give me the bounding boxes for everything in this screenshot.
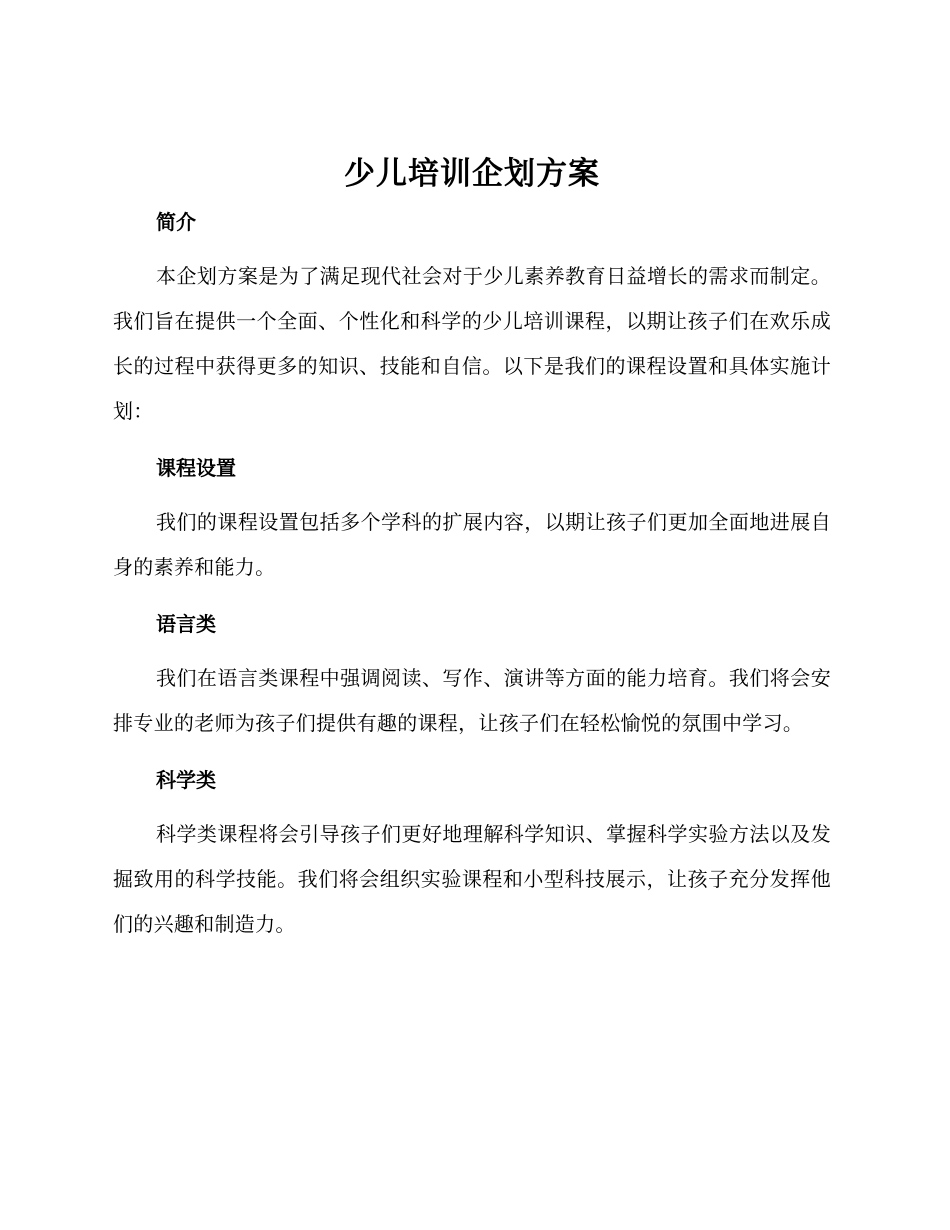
section-heading-language: 语言类 bbox=[156, 612, 216, 636]
spacer bbox=[113, 802, 831, 812]
document-title: 少儿培训企划方案 bbox=[344, 156, 600, 192]
spacer bbox=[113, 746, 831, 758]
spacer bbox=[113, 490, 831, 500]
document-page bbox=[113, 148, 831, 947]
section-heading-curriculum: 课程设置 bbox=[156, 456, 236, 480]
spacer bbox=[113, 434, 831, 446]
section-body-curriculum: 我们的课程设置包括多个学科的扩展内容，以期让孩子们更加全面地进展自身的素养和能力。 bbox=[113, 510, 831, 579]
spacer bbox=[113, 590, 831, 602]
section-body-science: 科学类课程将会引导孩子们更好地理解科学知识、掌握科学实验方法以及发掘致用的科学技能。我们将会组织实验课程和小型科技展示，让孩子充分发挥他们的兴趣和制造力。 bbox=[113, 822, 831, 936]
section-heading-science: 科学类 bbox=[156, 768, 216, 792]
spacer bbox=[113, 244, 831, 254]
section-body-language: 我们在语言类课程中强调阅读、写作、演讲等方面的能力培育。我们将会安排专业的老师为孩子们提供有趣的课程，让孩子们在轻松愉悦的氛围中学习。 bbox=[113, 666, 831, 735]
spacer bbox=[113, 646, 831, 656]
section-body-intro: 本企划方案是为了满足现代社会对于少儿素养教育日益增长的需求而制定。我们旨在提供一个全面、个性化和科学的少儿培训课程，以期让孩子们在欢乐成长的过程中获得更多的知识、技能和自信。以下是我们的课程设置和具体实施计划： bbox=[113, 264, 831, 423]
section-heading-intro: 简介 bbox=[156, 210, 196, 234]
